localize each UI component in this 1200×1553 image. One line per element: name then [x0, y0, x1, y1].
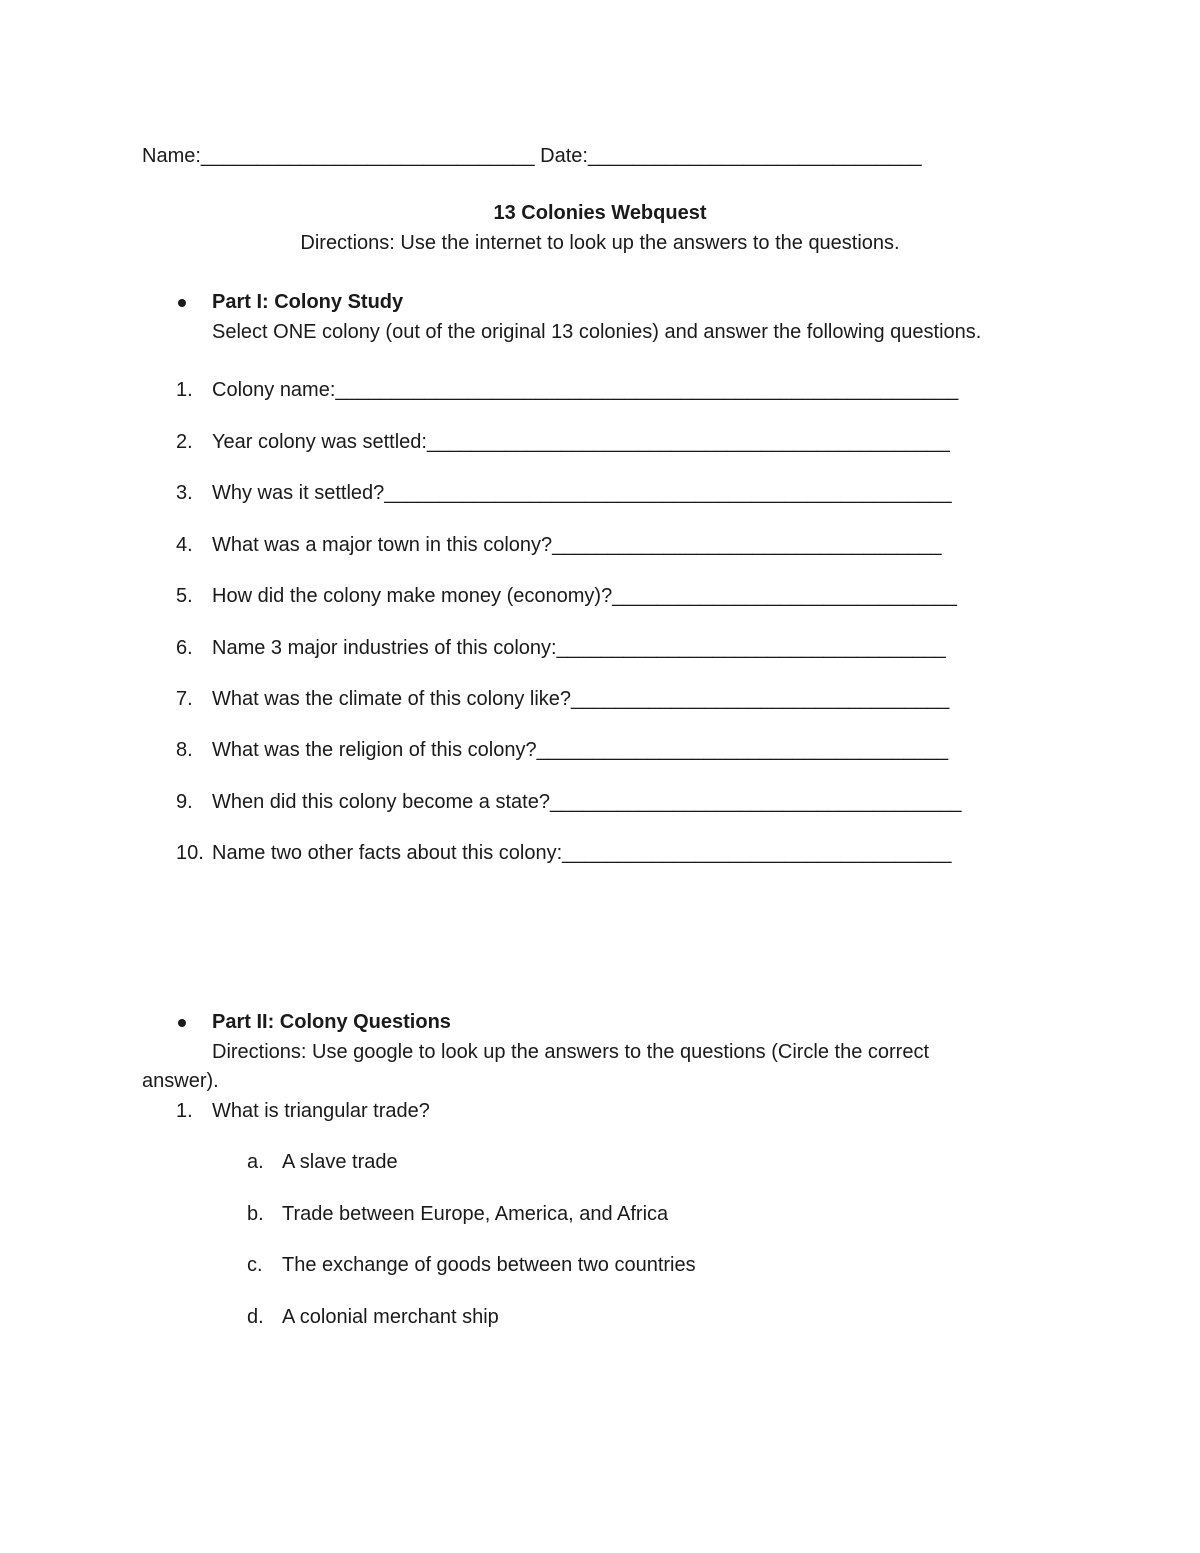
question-number: 8.: [176, 739, 193, 761]
question-number: 2.: [176, 431, 193, 453]
question-text[interactable]: When did this colony become a state?_____________________________________: [212, 791, 962, 813]
question-number: 3.: [176, 482, 193, 504]
option-letter: a.: [247, 1151, 264, 1173]
part2-directions-continued: answer).: [142, 1070, 219, 1092]
option-letter: d.: [247, 1306, 264, 1328]
bullet-icon: [178, 299, 186, 307]
question-text[interactable]: What was the climate of this colony like?__________________________________: [212, 688, 950, 710]
question-number: 1.: [176, 1100, 193, 1122]
name-blank[interactable]: ______________________________: [200, 145, 535, 167]
name-date-line: [142, 144, 922, 168]
part1-instruction: Select ONE colony (out of the original 13 colonies) and answer the following questions.: [212, 321, 982, 343]
question-text: What is triangular trade?: [212, 1100, 430, 1122]
page-title: 13 Colonies Webquest: [493, 202, 707, 224]
answer-option[interactable]: Trade between Europe, America, and Africa: [282, 1203, 669, 1225]
bullet-icon: [178, 1019, 186, 1027]
date-label: Date:: [540, 145, 588, 167]
question-number: 1.: [176, 379, 193, 401]
question-text[interactable]: Colony name:________________________________________________________: [212, 379, 959, 401]
question-number: 7.: [176, 688, 193, 710]
question-text[interactable]: What was a major town in this colony?___________________________________: [212, 534, 942, 556]
part1-heading: Part I: Colony Study: [212, 291, 404, 313]
question-number: 6.: [176, 637, 193, 659]
question-text[interactable]: Name 3 major industries of this colony:___________________________________: [212, 637, 946, 659]
question-text[interactable]: How did the colony make money (economy)?_______________________________: [212, 585, 957, 607]
question-text[interactable]: Year colony was settled:_______________________________________________: [212, 431, 950, 453]
option-letter: c.: [247, 1254, 263, 1276]
answer-option[interactable]: A slave trade: [282, 1151, 398, 1173]
question-number: 10.: [176, 842, 204, 864]
question-text[interactable]: Why was it settled?___________________________________________________: [212, 482, 952, 504]
question-number: 5.: [176, 585, 193, 607]
question-text[interactable]: Name two other facts about this colony:___________________________________: [212, 842, 952, 864]
question-text[interactable]: What was the religion of this colony?_____________________________________: [212, 739, 949, 761]
question-number: 9.: [176, 791, 193, 813]
option-letter: b.: [247, 1203, 264, 1225]
answer-option[interactable]: The exchange of goods between two countries: [282, 1254, 696, 1276]
directions-text: Directions: Use the internet to look up the answers to the questions.: [300, 232, 900, 254]
name-label: Name:: [142, 145, 201, 167]
part2-directions: Directions: Use google to look up the answers to the questions (Circle the correct: [212, 1041, 930, 1063]
date-blank[interactable]: ______________________________: [587, 145, 922, 167]
question-number: 4.: [176, 534, 193, 556]
answer-option[interactable]: A colonial merchant ship: [282, 1306, 499, 1328]
part2-heading: Part II: Colony Questions: [212, 1011, 451, 1033]
